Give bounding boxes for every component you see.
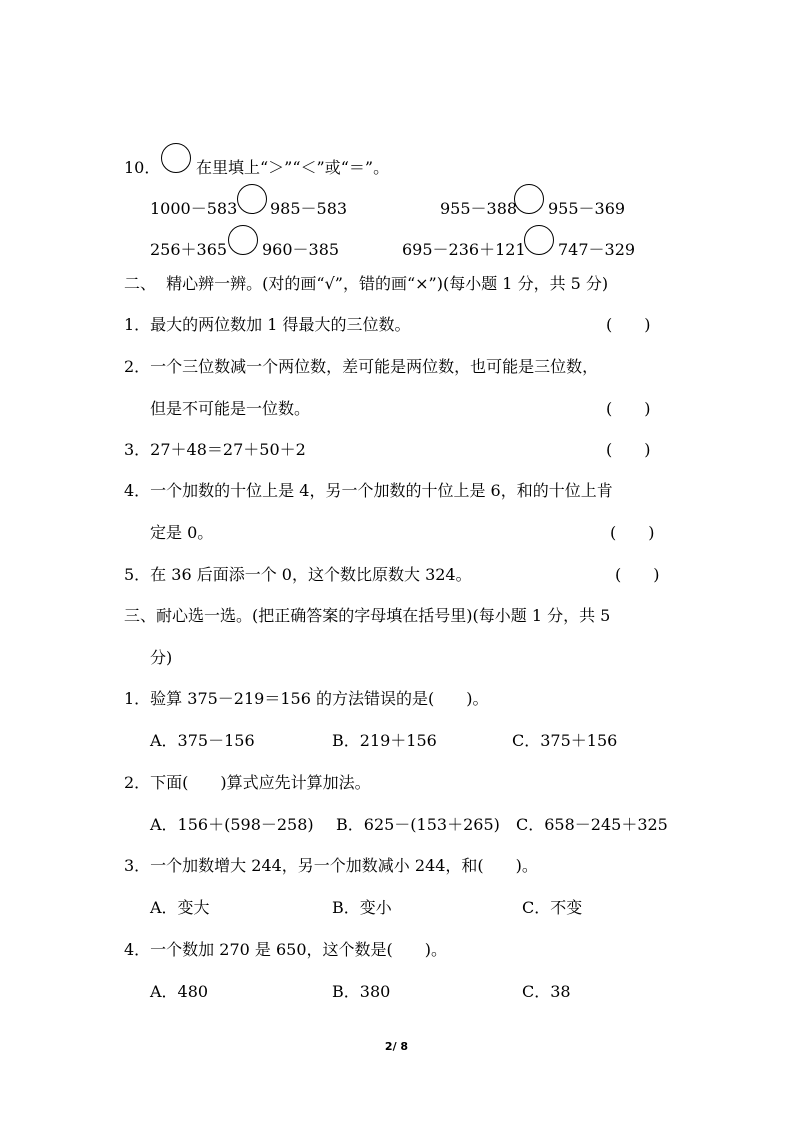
- option-c[interactable]: C．375＋156: [512, 731, 618, 750]
- option-c[interactable]: C．658－245＋325: [516, 815, 668, 834]
- judge-item-4-cont: 定是 0。: [150, 523, 214, 542]
- option-c[interactable]: C．38: [522, 982, 571, 1001]
- expression: 256＋365: [150, 240, 228, 259]
- expression: 695－236＋121: [402, 240, 526, 259]
- option-b[interactable]: B．625－(153＋265): [336, 815, 500, 834]
- option-a[interactable]: A．375－156: [150, 731, 255, 750]
- compare-circle-4[interactable]: [524, 225, 554, 255]
- expression: 985－583: [270, 199, 348, 218]
- option-b[interactable]: B．380: [332, 982, 391, 1001]
- option-a[interactable]: A．156＋(598－258): [150, 815, 314, 834]
- judge-item-2: 2．一个三位数减一个两位数，差可能是两位数，也可能是三位数，: [124, 357, 599, 376]
- compare-circle-1[interactable]: [237, 184, 267, 214]
- answer-paren[interactable]: ( ): [610, 523, 655, 542]
- page-number: 2/ 8: [384, 1040, 409, 1053]
- choice-q1-stem: 1．验算 375－219＝156 的方法错误的是( )。: [124, 689, 489, 708]
- judge-item-5: 5．在 36 后面添一个 0，这个数比原数大 324。: [124, 565, 472, 584]
- answer-paren[interactable]: ( ): [606, 315, 651, 334]
- option-a[interactable]: A．变大: [150, 898, 210, 917]
- choice-q2-stem: 2．下面( )算式应先计算加法。: [124, 773, 371, 792]
- choice-q3-stem: 3．一个加数增大 244，另一个加数减小 244，和( )。: [124, 856, 538, 875]
- option-c[interactable]: C．不变: [522, 898, 583, 917]
- section-3-title-cont: 分): [150, 648, 173, 667]
- compare-circle-2[interactable]: [514, 184, 544, 214]
- judge-item-2-cont: 但是不可能是一位数。: [150, 399, 311, 418]
- expression: 747－329: [558, 240, 636, 259]
- option-a[interactable]: A．480: [150, 982, 209, 1001]
- answer-paren[interactable]: ( ): [606, 440, 651, 459]
- judge-item-4: 4．一个加数的十位上是 4，另一个加数的十位上是 6，和的十位上肯: [124, 481, 613, 500]
- answer-paren[interactable]: ( ): [615, 565, 660, 584]
- q10-number: 10．: [124, 158, 161, 177]
- choice-q4-stem: 4．一个数加 270 是 650，这个数是( )。: [124, 940, 448, 959]
- expression: 1000－583: [150, 199, 238, 218]
- expression: 955－369: [548, 199, 626, 218]
- q10-instruction: 在里填上“＞”“＜”或“＝”。: [196, 158, 390, 177]
- option-b[interactable]: B．变小: [332, 898, 392, 917]
- section-3-title: 三、耐心选一选。(把正确答案的字母填在括号里)(每小题 1 分，共 5: [124, 606, 611, 625]
- section-2-title: 二、 精心辨一辨。(对的画“√”，错的画“×”)(每小题 1 分，共 5 分): [124, 274, 609, 293]
- expression: 955－388: [440, 199, 518, 218]
- judge-item-3: 3．27＋48＝27＋50＋2: [124, 440, 306, 459]
- option-b[interactable]: B．219＋156: [332, 731, 437, 750]
- compare-circle-3[interactable]: [228, 225, 258, 255]
- answer-paren[interactable]: ( ): [606, 399, 651, 418]
- blank-circle[interactable]: [161, 143, 191, 173]
- expression: 960－385: [262, 240, 340, 259]
- judge-item-1: 1．最大的两位数加 1 得最大的三位数。: [124, 315, 411, 334]
